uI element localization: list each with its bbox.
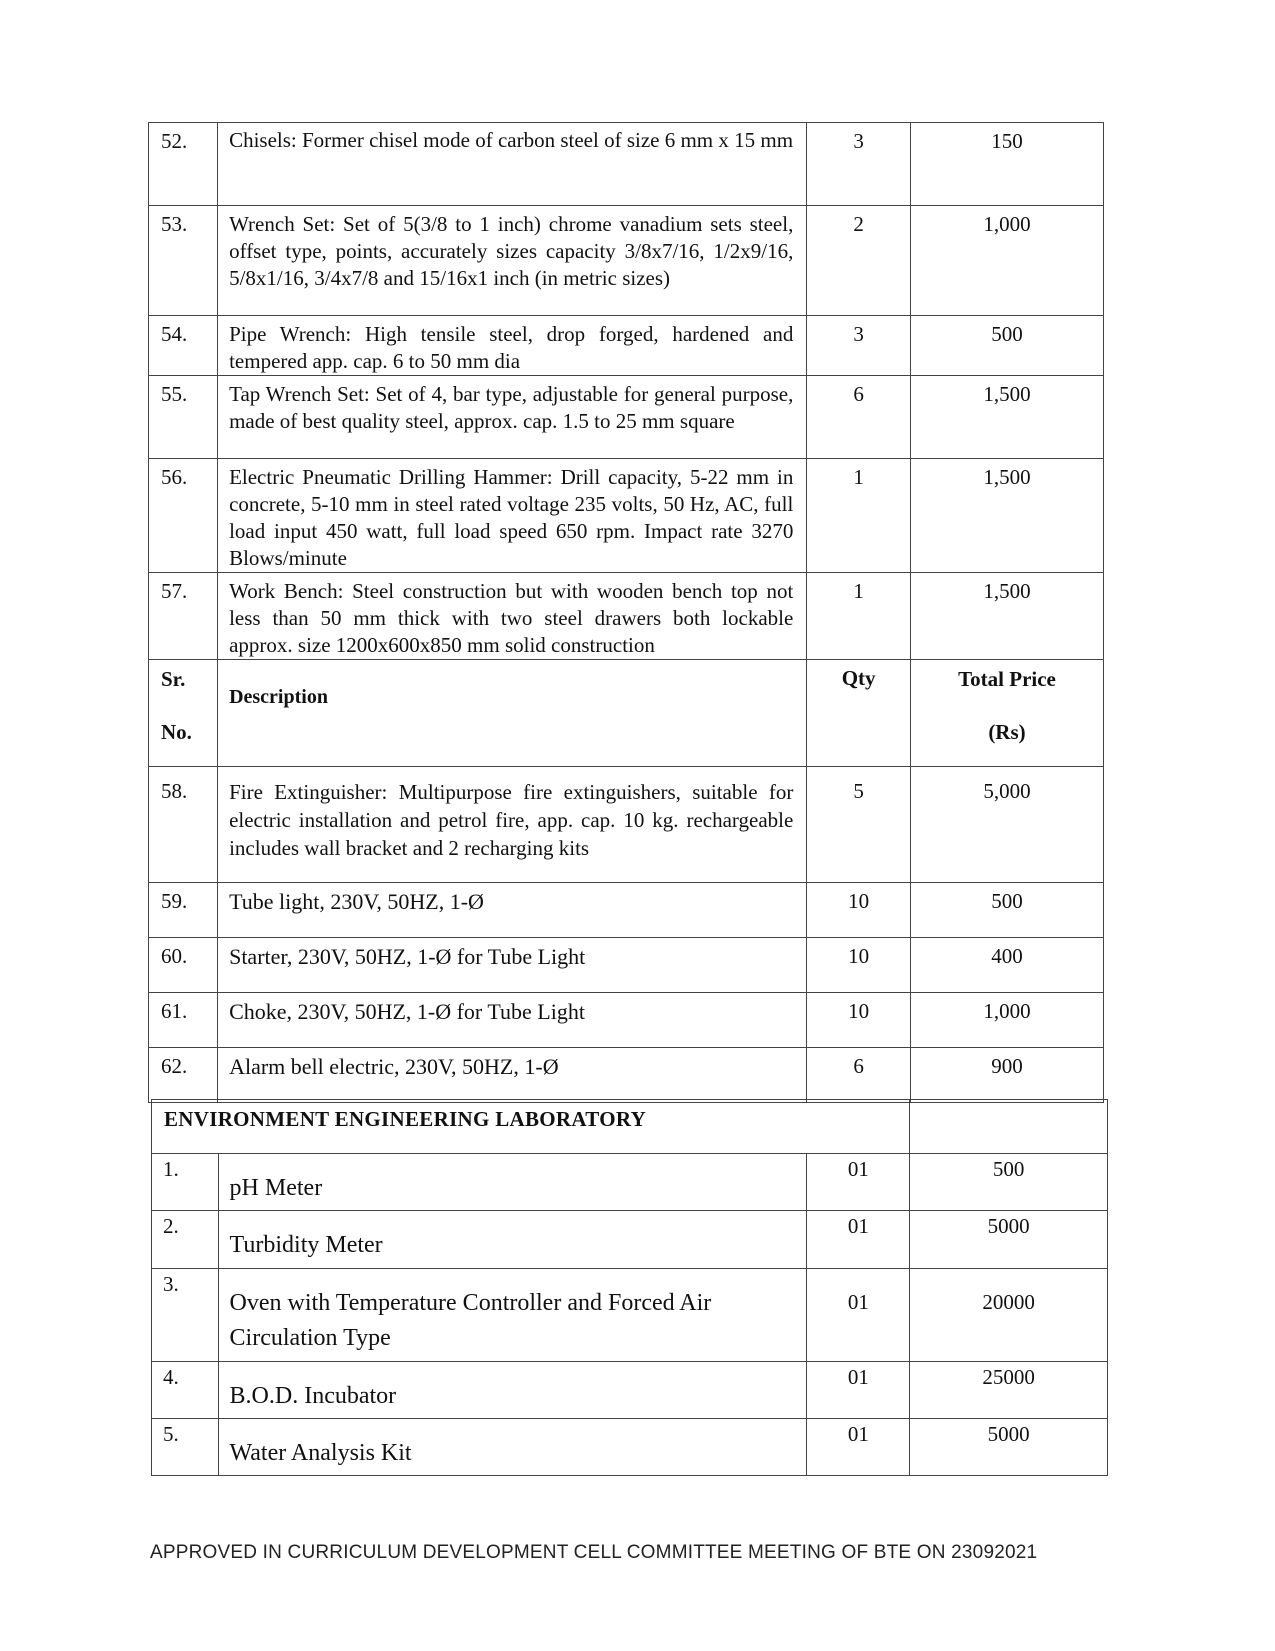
item-price: 5,000 xyxy=(910,767,1103,883)
table-header-row xyxy=(149,660,1104,767)
item-description: Choke, 230V, 50HZ, 1-Ø for Tube Light xyxy=(218,993,807,1048)
header-description: Description xyxy=(218,660,807,767)
section-title-empty-cell xyxy=(910,1100,1108,1154)
table-row xyxy=(149,993,1104,1048)
table-row xyxy=(149,376,1104,459)
item-description: Fire Extinguisher: Multipurpose fire extinguishers, suitable for electric installation and petrol fire, app. cap. 10 kg. rechargeable includes wall bracket and 2 recharging kits xyxy=(218,767,807,883)
header-sr-line1: Sr. xyxy=(161,667,186,691)
item-price: 500 xyxy=(910,1154,1108,1211)
sr-no: 3. xyxy=(152,1269,219,1362)
header-price-line2: (Rs) xyxy=(988,720,1026,744)
item-description: Electric Pneumatic Drilling Hammer: Drill capacity, 5-22 mm in concrete, 5-10 mm in steel rated voltage 235 volts, 50 Hz, AC, full load input 450 watt, full load speed 650 rpm. Impact rate 3270 Blows/minute xyxy=(218,459,807,573)
item-qty: 10 xyxy=(807,938,911,993)
table-row xyxy=(152,1362,1108,1419)
sr-no: 55. xyxy=(149,376,218,459)
sr-no: 59. xyxy=(149,883,218,938)
sr-no: 57. xyxy=(149,573,218,660)
item-price: 1,000 xyxy=(910,206,1103,316)
header-sr-no xyxy=(149,660,218,767)
item-qty: 3 xyxy=(807,316,911,376)
header-sr-line2: No. xyxy=(161,720,192,744)
sr-no: 1. xyxy=(152,1154,219,1211)
item-qty: 01 xyxy=(807,1211,910,1269)
table-row xyxy=(152,1419,1108,1476)
equipment-table xyxy=(148,122,1104,1103)
item-qty: 10 xyxy=(807,993,911,1048)
item-qty: 01 xyxy=(807,1362,910,1419)
table-row xyxy=(149,1048,1104,1103)
sr-no: 60. xyxy=(149,938,218,993)
sr-no: 54. xyxy=(149,316,218,376)
item-qty: 2 xyxy=(807,206,911,316)
table-row xyxy=(152,1269,1108,1362)
item-description: Chisels: Former chisel mode of carbon steel of size 6 mm x 15 mm xyxy=(218,123,807,206)
item-qty: 01 xyxy=(807,1419,910,1476)
item-qty: 6 xyxy=(807,1048,911,1103)
table-row xyxy=(152,1211,1108,1269)
sr-no: 53. xyxy=(149,206,218,316)
header-price-line1: Total Price xyxy=(958,667,1056,691)
sr-no: 2. xyxy=(152,1211,219,1269)
item-price: 5000 xyxy=(910,1211,1108,1269)
item-description: pH Meter xyxy=(218,1154,807,1211)
item-description: Tube light, 230V, 50HZ, 1-Ø xyxy=(218,883,807,938)
item-qty: 10 xyxy=(807,883,911,938)
item-price: 20000 xyxy=(910,1269,1108,1362)
sr-no: 61. xyxy=(149,993,218,1048)
item-price: 1,500 xyxy=(910,573,1103,660)
item-qty: 5 xyxy=(807,767,911,883)
item-price: 1,500 xyxy=(910,459,1103,573)
item-qty: 1 xyxy=(807,573,911,660)
item-description: Water Analysis Kit xyxy=(218,1419,807,1476)
item-qty: 3 xyxy=(807,123,911,206)
section-title-row xyxy=(152,1100,1108,1154)
item-price: 1,500 xyxy=(910,376,1103,459)
environment-lab-table xyxy=(151,1099,1108,1476)
header-qty: Qty xyxy=(807,660,911,767)
table-row xyxy=(149,573,1104,660)
section-title: ENVIRONMENT ENGINEERING LABORATORY xyxy=(152,1100,910,1154)
item-qty: 01 xyxy=(807,1154,910,1211)
table-row xyxy=(149,938,1104,993)
item-price: 25000 xyxy=(910,1362,1108,1419)
item-qty: 6 xyxy=(807,376,911,459)
item-price: 5000 xyxy=(910,1419,1108,1476)
item-price: 1,000 xyxy=(910,993,1103,1048)
item-price: 500 xyxy=(910,883,1103,938)
item-price: 400 xyxy=(910,938,1103,993)
item-description: Wrench Set: Set of 5(3/8 to 1 inch) chrome vanadium sets steel, offset type, points, accurately sizes capacity 3/8x7/16, 1/2x9/16, 5/8x1/16, 3/4x7/8 and 15/16x1 inch (in metric sizes) xyxy=(218,206,807,316)
item-description: Starter, 230V, 50HZ, 1-Ø for Tube Light xyxy=(218,938,807,993)
item-description: Pipe Wrench: High tensile steel, drop forged, hardened and tempered app. cap. 6 to 50 mm dia xyxy=(218,316,807,376)
sr-no: 5. xyxy=(152,1419,219,1476)
item-description: Tap Wrench Set: Set of 4, bar type, adjustable for general purpose, made of best quality steel, approx. cap. 1.5 to 25 mm square xyxy=(218,376,807,459)
table-row xyxy=(149,123,1104,206)
item-price: 500 xyxy=(910,316,1103,376)
item-description: Alarm bell electric, 230V, 50HZ, 1-Ø xyxy=(218,1048,807,1103)
item-description: Turbidity Meter xyxy=(218,1211,807,1269)
item-description: B.O.D. Incubator xyxy=(218,1362,807,1419)
sr-no: 56. xyxy=(149,459,218,573)
sr-no: 4. xyxy=(152,1362,219,1419)
table-row xyxy=(152,1154,1108,1211)
item-description: Work Bench: Steel construction but with wooden bench top not less than 50 mm thick with two steel drawers both lockable approx. size 1200x600x850 mm solid construction xyxy=(218,573,807,660)
item-price: 150 xyxy=(910,123,1103,206)
item-description: Oven with Temperature Controller and Forced Air Circulation Type xyxy=(218,1269,807,1362)
item-price: 900 xyxy=(910,1048,1103,1103)
table-row xyxy=(149,316,1104,376)
sr-no: 62. xyxy=(149,1048,218,1103)
header-total-price xyxy=(910,660,1103,767)
approval-footer: APPROVED IN CURRICULUM DEVELOPMENT CELL COMMITTEE MEETING OF BTE ON 23092021 xyxy=(150,1542,1038,1563)
sr-no: 52. xyxy=(149,123,218,206)
table-row xyxy=(149,459,1104,573)
item-qty: 1 xyxy=(807,459,911,573)
table-row xyxy=(149,206,1104,316)
sr-no: 58. xyxy=(149,767,218,883)
table-row xyxy=(149,883,1104,938)
item-qty: 01 xyxy=(807,1269,910,1362)
table-row xyxy=(149,767,1104,883)
